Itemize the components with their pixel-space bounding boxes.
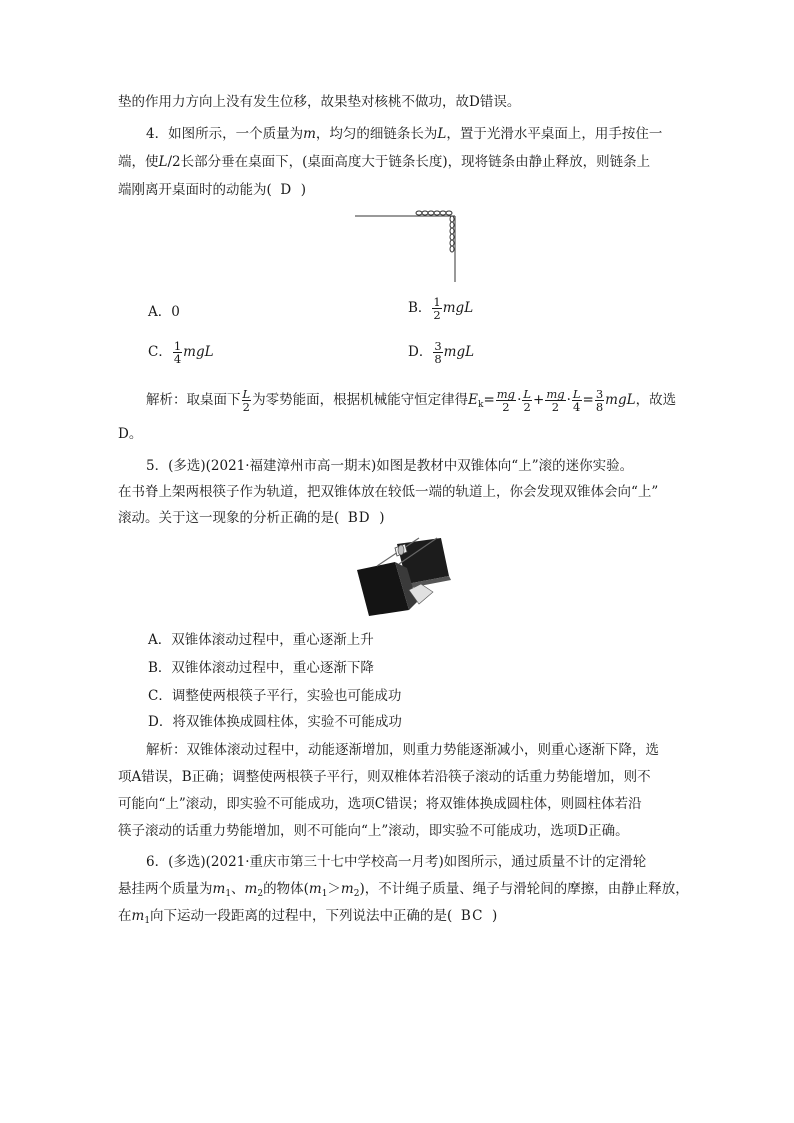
numerator: mg [496, 387, 516, 401]
text: A．0 [148, 304, 180, 320]
fraction [433, 340, 442, 365]
option-d [148, 712, 402, 732]
text: · [566, 392, 571, 408]
double-cone-books-figure [355, 532, 455, 617]
text: 项A错误，B正确；调整使两根筷子平行，则双椎体若沿筷子滚动的话重力势能增加，则不 [118, 769, 651, 785]
text: 解析：取桌面下 [146, 392, 241, 408]
var-m: m [212, 881, 226, 897]
var-m: m [308, 881, 322, 897]
numerator: L [242, 387, 251, 401]
solution-5-line-2 [118, 767, 651, 787]
subscript: 1 [321, 889, 328, 899]
text: 在 [118, 908, 132, 924]
numerator: 1 [173, 339, 182, 353]
text: · [517, 392, 522, 408]
denominator: 2 [433, 308, 441, 322]
text: B． [408, 300, 432, 316]
fraction [572, 388, 582, 413]
option-c [148, 340, 214, 365]
question-6-line-2 [118, 879, 689, 904]
var-m: m [131, 908, 145, 924]
text: D． [408, 344, 433, 360]
double-cone-center [398, 545, 404, 555]
text-line [118, 92, 520, 112]
fraction [522, 388, 532, 413]
denominator: 2 [502, 400, 510, 414]
answer: D [280, 182, 293, 198]
answer: BC [460, 908, 484, 924]
option-d [408, 340, 474, 365]
denominator: 2 [523, 400, 531, 414]
var-mgL: mgL [443, 344, 475, 360]
text: 筷子滚动的话重力势能增加，则不可能向“上”滚动，即实验不可能成功，选项D正确。 [118, 823, 629, 839]
fraction [496, 388, 516, 413]
chain-figure [355, 210, 465, 285]
question-6-line-1 [146, 852, 646, 872]
question-4-line-1 [146, 124, 662, 144]
text: 5．(多选)(2021·福建漳州市高一期末)如图是教材中双锥体向“上”滚的迷你实验。 [146, 458, 634, 474]
text: 4．如图所示，一个质量为 [146, 126, 304, 142]
solution-5-line-1 [146, 740, 659, 760]
text: ＞ [327, 881, 341, 897]
fraction [242, 388, 252, 413]
var-mgL: mgL [183, 344, 214, 360]
text: ) [300, 182, 307, 198]
text: 滚动。关于这一现象的分析正确的是( [118, 510, 340, 526]
text: C．调整使两根筷子平行，实验也可能成功 [148, 688, 402, 704]
subscript: k [478, 400, 484, 410]
text: ) [379, 510, 385, 526]
text: ，故选 [635, 392, 677, 408]
var-L: L [158, 154, 168, 170]
text: ，置于光滑水平桌面上，用手按住一 [446, 126, 663, 142]
text: 垫的作用力方向上没有发生位移，故果垫对核桃不做功，故D错误。 [118, 94, 521, 110]
text: 向下运动一段距离的过程中，下列说法中正确的是( [150, 908, 453, 924]
solution-4 [146, 388, 676, 415]
option-c [148, 686, 401, 706]
question-4-line-2 [118, 152, 650, 172]
numerator: 3 [595, 387, 604, 401]
numerator: L [572, 387, 581, 401]
text: 端，使 [118, 154, 159, 170]
denominator: 4 [573, 400, 581, 414]
text: )，不计绳子质量、绳子与滑轮间的摩擦，由静止释放， [359, 881, 689, 897]
fraction [545, 388, 565, 413]
text: 端刚离开桌面时的动能为( [118, 182, 272, 198]
subscript: 2 [353, 889, 360, 899]
denominator: 2 [242, 400, 250, 414]
chain-horizontal [416, 211, 452, 215]
subscript: 1 [225, 889, 232, 899]
subscript: 1 [144, 916, 151, 926]
denominator: 8 [595, 400, 604, 414]
question-5-line-3 [118, 508, 385, 528]
solution-5-line-3 [118, 794, 642, 814]
option-a [148, 302, 180, 322]
text: C． [148, 344, 172, 360]
question-4-line-3 [118, 180, 306, 200]
subscript: 2 [257, 889, 264, 899]
answer: BD [347, 510, 371, 526]
text: = [582, 392, 594, 408]
text: ，均匀的细链条长为 [315, 126, 438, 142]
option-b [148, 658, 374, 678]
chain-vertical [450, 216, 454, 252]
numerator: 1 [433, 295, 441, 309]
text: 为零势能面，根据机械能守恒定律得 [252, 392, 469, 408]
text: 的物体( [263, 881, 309, 897]
text: 可能向“上”滚动，即实验不可能成功，选项C错误；将双锥体换成圆柱体，则圆柱体若沿 [118, 796, 642, 812]
var-L: L [437, 126, 447, 142]
fraction [432, 296, 441, 321]
numerator: L [523, 387, 531, 401]
var-m: m [340, 881, 354, 897]
option-a [148, 630, 374, 650]
denominator: 2 [551, 400, 560, 414]
text: 悬挂两个质量为 [118, 881, 213, 897]
fraction [173, 340, 182, 365]
fraction [595, 388, 604, 413]
denominator: 8 [434, 352, 442, 366]
text: 、 [231, 881, 245, 897]
numerator: mg [546, 387, 565, 401]
question-5-line-1 [146, 456, 633, 476]
var-m: m [303, 126, 316, 142]
var-E: E [468, 392, 478, 408]
solution-5-line-4 [118, 821, 629, 841]
text: 解析：双锥体滚动过程中，动能逐渐增加，则重力势能逐渐减小，则重心逐渐下降，选 [146, 742, 659, 758]
text: + [533, 392, 545, 408]
question-5-line-2 [118, 482, 658, 502]
text: ) [492, 908, 498, 924]
text: = [483, 392, 495, 408]
denominator: 4 [173, 352, 182, 366]
var-mgL: mgL [605, 392, 636, 408]
text: /2长部分垂在桌面下，(桌面高度大于链条长度)，现将链条由静止释放，则链条上 [167, 154, 651, 170]
var-m: m [244, 881, 258, 897]
question-6-line-3 [118, 906, 497, 931]
text: 6．(多选)(2021·重庆市第三十七中学校高一月考)如图所示，通过质量不计的定滑轮 [146, 854, 647, 870]
text: A．双锥体滚动过程中，重心逐渐上升 [148, 632, 374, 648]
text: D。 [118, 426, 143, 442]
solution-4-end [118, 424, 142, 444]
text: B．双锥体滚动过程中，重心逐渐下降 [148, 660, 374, 676]
text: D．将双锥体换成圆柱体，实验不可能成功 [148, 714, 402, 730]
option-b [408, 296, 473, 321]
numerator: 3 [434, 339, 442, 353]
var-mgL: mgL [442, 300, 474, 316]
text: 在书脊上架两根筷子作为轨道，把双锥体放在较低一端的轨道上，你会发现双锥体会向“上” [118, 484, 659, 500]
